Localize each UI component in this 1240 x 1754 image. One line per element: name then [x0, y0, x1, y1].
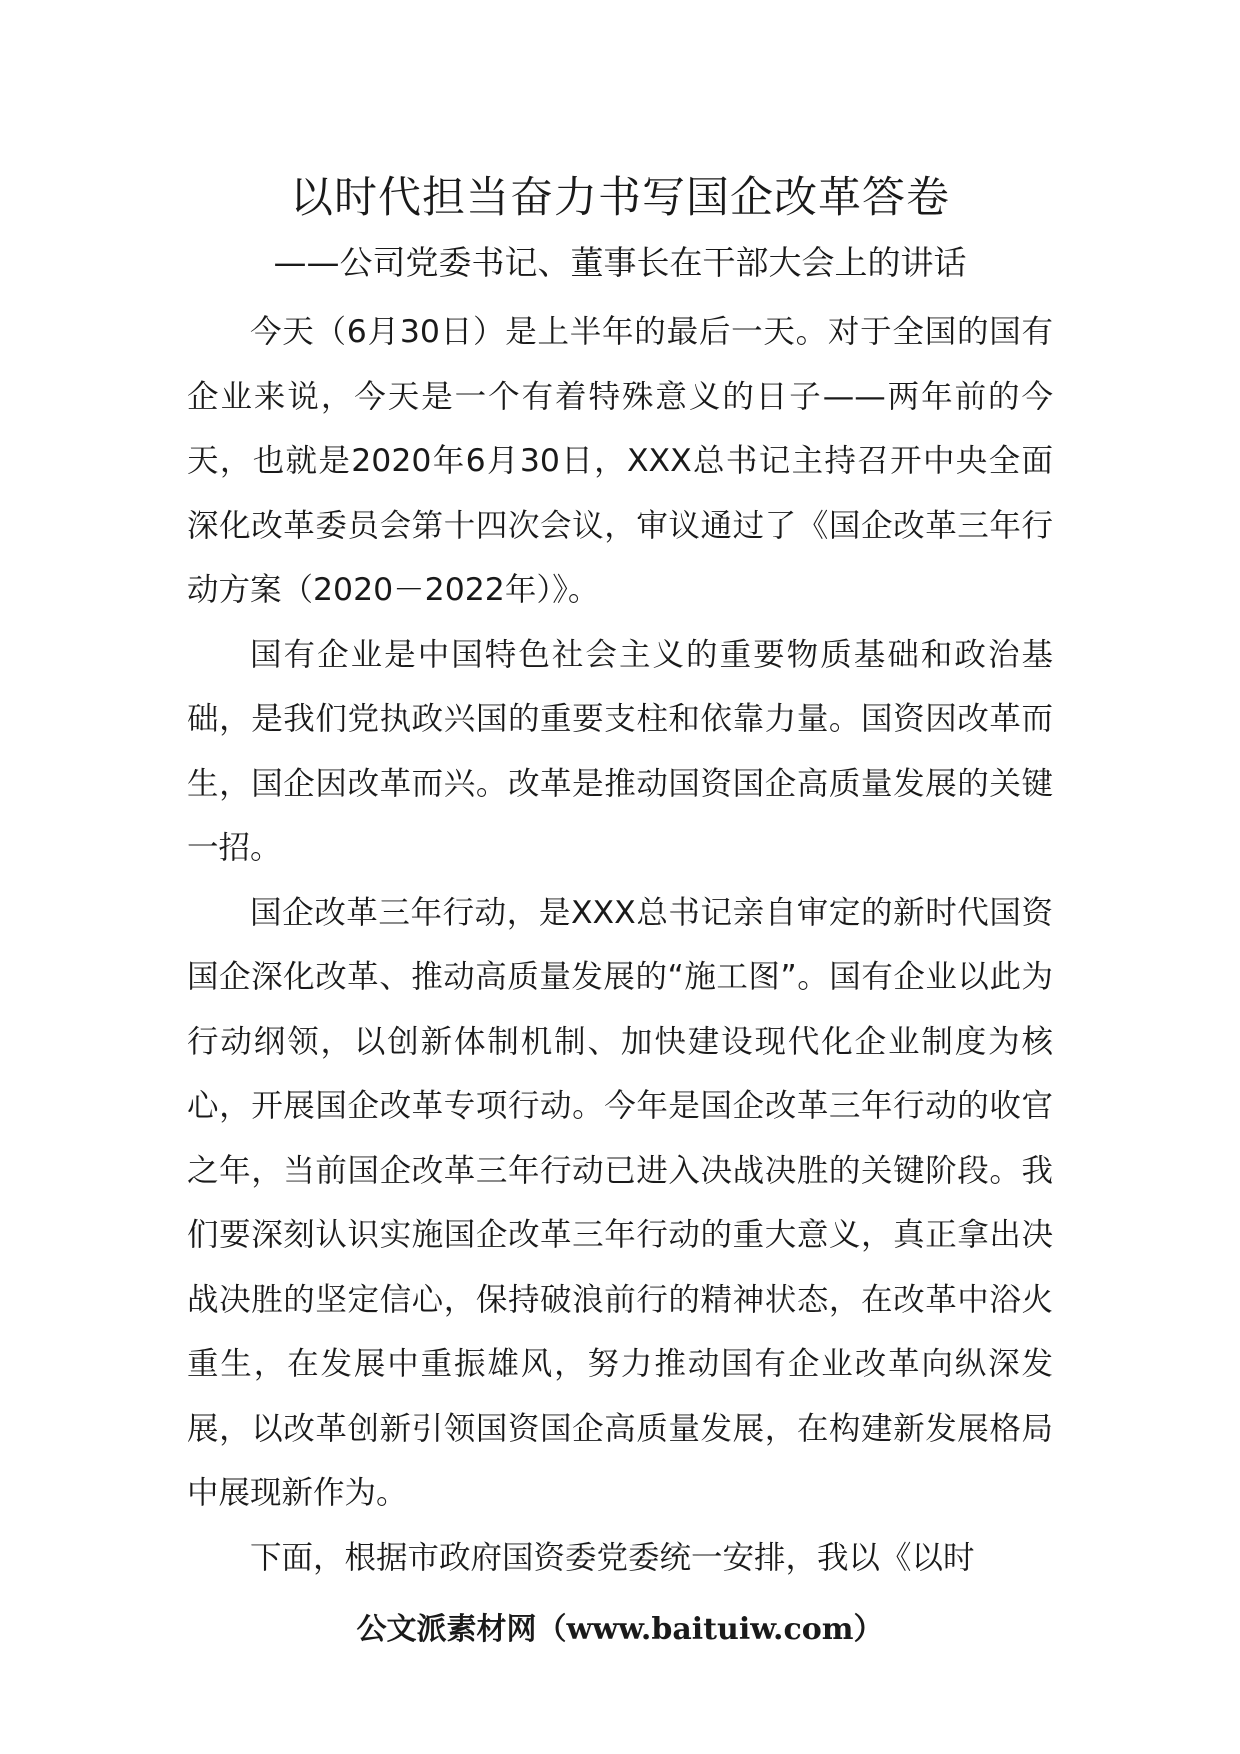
paragraph: 今天（6月30日）是上半年的最后一天。对于全国的国有企业来说，今天是一个有着特殊意义的日子——两年前的今天，也就是2020年6月30日，XXX总书记主持召开中央全面深化改革委员会第十四次会议，审议通过了《国企改革三年行动方案（2020－2022年）》。 [187, 314, 1053, 608]
document-title: 以时代担当奋力书写国企改革答卷 [290, 173, 950, 223]
document-body [187, 300, 1053, 1590]
paragraph: 国有企业是中国特色社会主义的重要物质基础和政治基础，是我们党执政兴国的重要支柱和依靠力量。国资因改革而生，国企因改革而兴。改革是推动国资国企高质量发展的关键一招。 [187, 636, 1053, 866]
paragraph: 下面，根据市政府国资委党委统一安排，我以《以时 [250, 1539, 975, 1576]
footer-watermark: 公文派素材网（www.baituiw.com） [356, 1612, 884, 1647]
paragraph: 国企改革三年行动，是XXX总书记亲自审定的新时代国资国企深化改革、推动高质量发展的“施工图”。国有企业以此为行动纲领，以创新体制机制、加快建设现代化企业制度为核心，开展国企改革专项行动。今年是国企改革三年行动的收官之年，当前国企改革三年行动已进入决战决胜的关键阶段。我们要深刻认识实施国企改革三年行动的重大意义，真正拿出决战决胜的坚定信心，保持破浪前行的精神状态，在改革中浴火重生，在发展中重振雄风，努力推动国有企业改革向纵深发展，以改革创新引领国资国企高质量发展，在构建新发展格局中展现新作为。 [187, 894, 1053, 1511]
document-subtitle: ——公司党委书记、董事长在干部大会上的讲话 [273, 243, 967, 282]
